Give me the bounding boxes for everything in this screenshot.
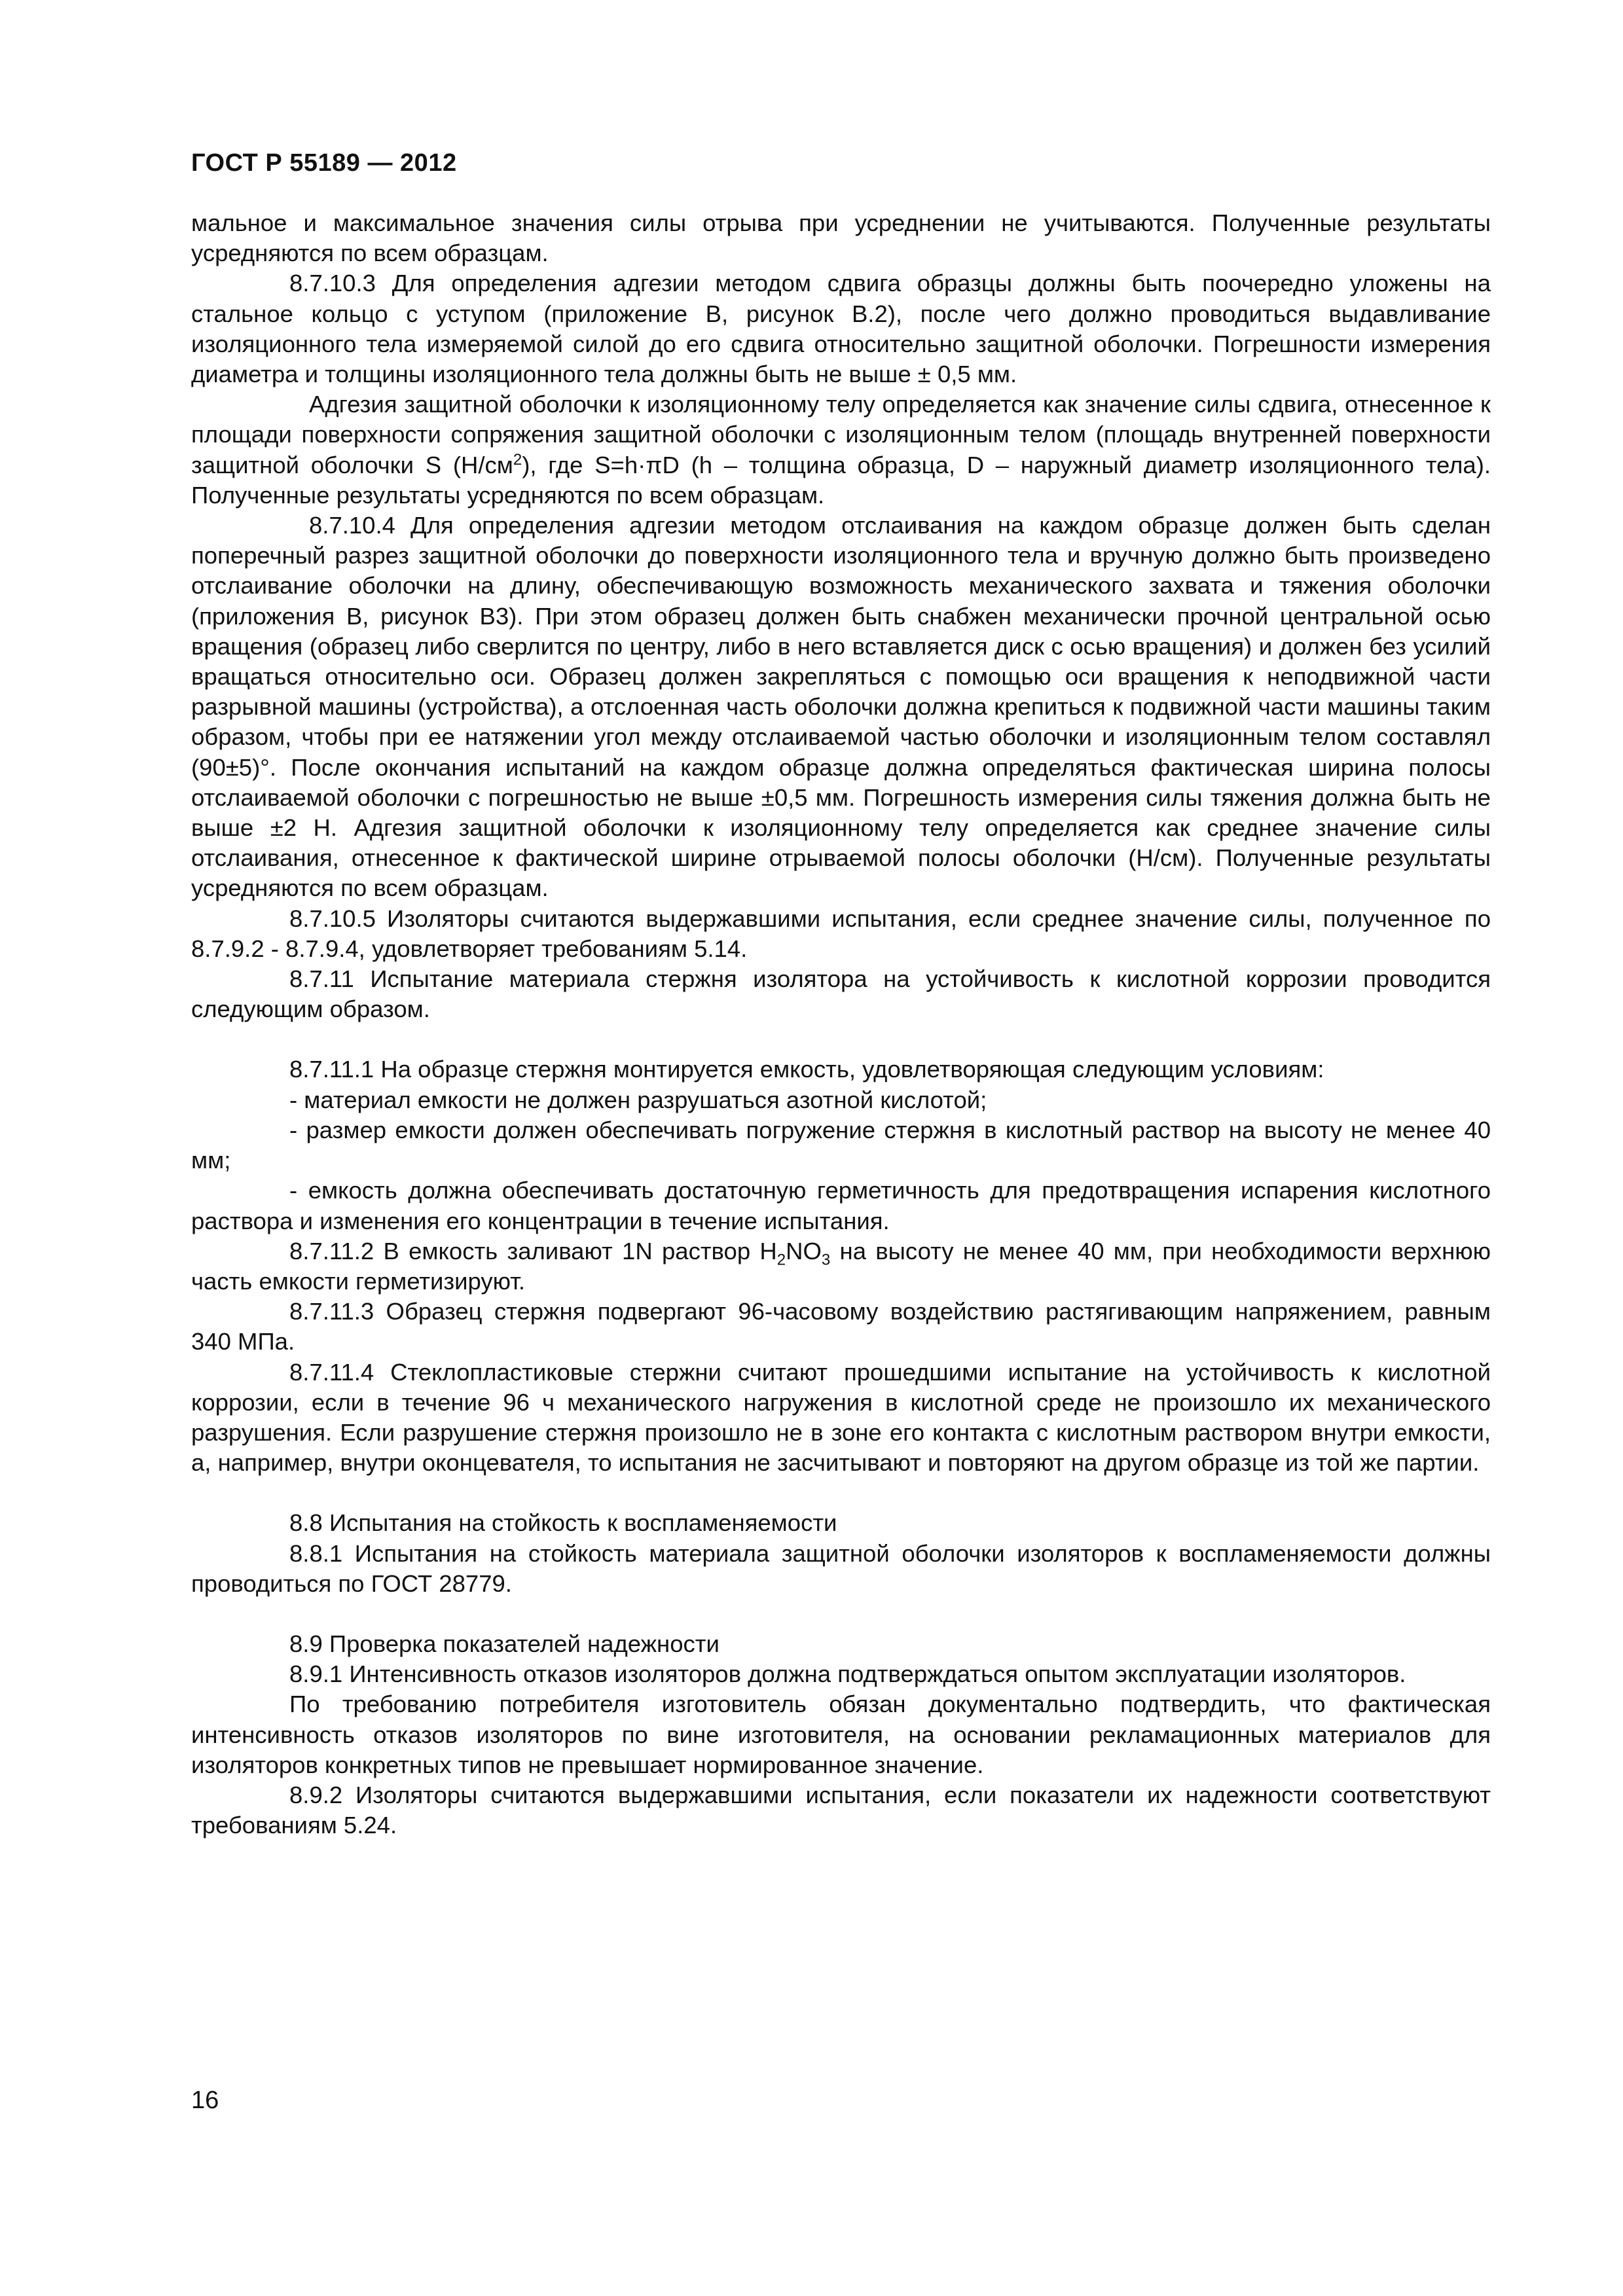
spacer (191, 1599, 1491, 1629)
text-run: Адгезия защитной оболочки к изоляционному телу определяется как значение силы сдвига, отнесенное к площади поверхности сопряжения защитной оболочки с изоляционным телом (площадь внутренней поверхности защитной оболочки S (Н/см (191, 391, 1491, 478)
paragraph: 8.7.10.4 Для определения адгезии методом отслаивания на каждом образце должен быть сделан поперечный разрез защитной оболочки до поверхности изоляционного тела и вручную должно быть произведено отслаивание оболочки на длину, обеспечивающую возможность механического захвата и тяжения оболочки (приложения В, рисунок В3). При этом образец должен быть снабжен механически прочной центральной осью вращения (образец либо сверлится по центру, либо в него вставляется диск с осью вращения) и должен без усилий вращаться относительно оси. Образец должен закрепляться с помощью оси вращения к неподвижной части разрывной машины (устройства), а отслоенная часть оболочки должна крепиться к подвижной части машины таким образом, чтобы при ее натяжении угол между отслаиваемой частью оболочки и изоляционным телом составлял (90±5)°. После окончания испытаний на каждом образце должна определяться фактическая ширина полосы отслаиваемой оболочки с погрешностью не выше ±0,5 мм. Погрешность измерения силы тяжения должна быть не выше ±2 Н. Адгезия защитной оболочки к изоляционному телу определяется как среднее значение силы отслаивания, отнесенное к фактической ширине отрываемой полосы оболочки (Н/см). Полученные результаты усредняются по всем образцам. (191, 512, 1491, 902)
paragraph: мальное и максимальное значения силы отрыва при усреднении не учитываются. Полученные результаты усредняются по всем образцам. (191, 209, 1491, 267)
paragraph: 8.7.11.3 Образец стержня подвергают 96-часовому воздействию растягивающим напряжением, равным 340 МПа. (191, 1298, 1491, 1355)
text-run: ), где S=h·πD (h – толщина образца, D – наружный диаметр изоляционного тела). Полученные результаты усредняются по всем образцам. (191, 451, 1491, 509)
document-body (191, 208, 1491, 1840)
paragraph: По требованию потребителя изготовитель обязан документально подтвердить, что фактическая интенсивность отказов изоляторов по вине изготовителя, на основании рекламационных материалов для изоляторов конкретных типов не превышает нормированное значение. (191, 1691, 1491, 1778)
paragraph: 8.7.10.5 Изоляторы считаются выдержавшими испытания, если среднее значение силы, полученное по 8.7.9.2 - 8.7.9.4, удовлетворяет требованиям 5.14. (191, 905, 1491, 962)
page-number: 16 (191, 2087, 219, 2114)
spacer (191, 1478, 1491, 1508)
list-item: - размер емкости должен обеспечивать погружение стержня в кислотный раствор на высоту не менее 40 мм; (191, 1116, 1491, 1174)
paragraph: 8.9.2 Изоляторы считаются выдержавшими испытания, если показатели их надежности соответствуют требованиям 5.24. (191, 1781, 1491, 1839)
paragraph: 8.7.11.1 На образце стержня монтируется емкость, удовлетворяющая следующим условиям: (289, 1056, 1324, 1083)
paragraph (191, 389, 1491, 511)
paragraph: 8.7.10.3 Для определения адгезии методом сдвига образцы должны быть поочередно уложены на стальное кольцо с уступом (приложение В, рисунок В.2), после чего должно проводиться выдавливание изоляционного тела измеряемой силой до его сдвига относительно защитной оболочки. Погрешности измерения диаметра и толщины изоляционного тела должны быть не выше ± 0,5 мм. (191, 270, 1491, 388)
superscript: 2 (513, 450, 522, 469)
paragraph: 8.7.11 Испытание материала стержня изолятора на устойчивость к кислотной коррозии проводится следующим образом. (191, 965, 1491, 1023)
text-run: NO (786, 1237, 822, 1265)
paragraph (191, 1236, 1491, 1297)
list-item: - материал емкости не должен разрушаться азотной кислотой; (289, 1086, 987, 1113)
subscript: 3 (821, 1251, 831, 1268)
spacer (191, 1024, 1491, 1054)
list-item: - емкость должна обеспечивать достаточную герметичность для предотвращения испарения кислотного раствора и изменения его концентрации в течение испытания. (191, 1177, 1491, 1234)
section-heading: 8.9 Проверка показателей надежности (289, 1630, 720, 1657)
section-heading: 8.8 Испытания на стойкость к воспламеняемости (289, 1509, 837, 1537)
paragraph: 8.7.11.4 Стеклопластиковые стержни считают прошедшими испытание на устойчивость к кислотной коррозии, если в течение 96 ч механического нагружения в кислотной среде не произошло их механического разрушения. Если разрушение стержня произошло не в зоне его контакта с кислотным раствором внутри емкости, а, например, внутри оконцевателя, то испытания не засчитывают и повторяют на другом образце из той же партии. (191, 1358, 1491, 1477)
text-run: на высоту не менее 40 мм, при необходимости верхнюю часть емкости герметизируют. (191, 1237, 1491, 1295)
paragraph: 8.9.1 Интенсивность отказов изоляторов должна подтверждаться опытом эксплуатации изоляторов. (289, 1660, 1406, 1688)
text-run: 8.7.11.2 В емкость заливают 1N раствор H (289, 1237, 777, 1265)
document-header: ГОСТ Р 55189 — 2012 (191, 149, 457, 177)
subscript: 2 (776, 1251, 786, 1268)
paragraph: 8.8.1 Испытания на стойкость материала защитной оболочки изоляторов к воспламеняемости должны проводиться по ГОСТ 28779. (191, 1539, 1491, 1597)
